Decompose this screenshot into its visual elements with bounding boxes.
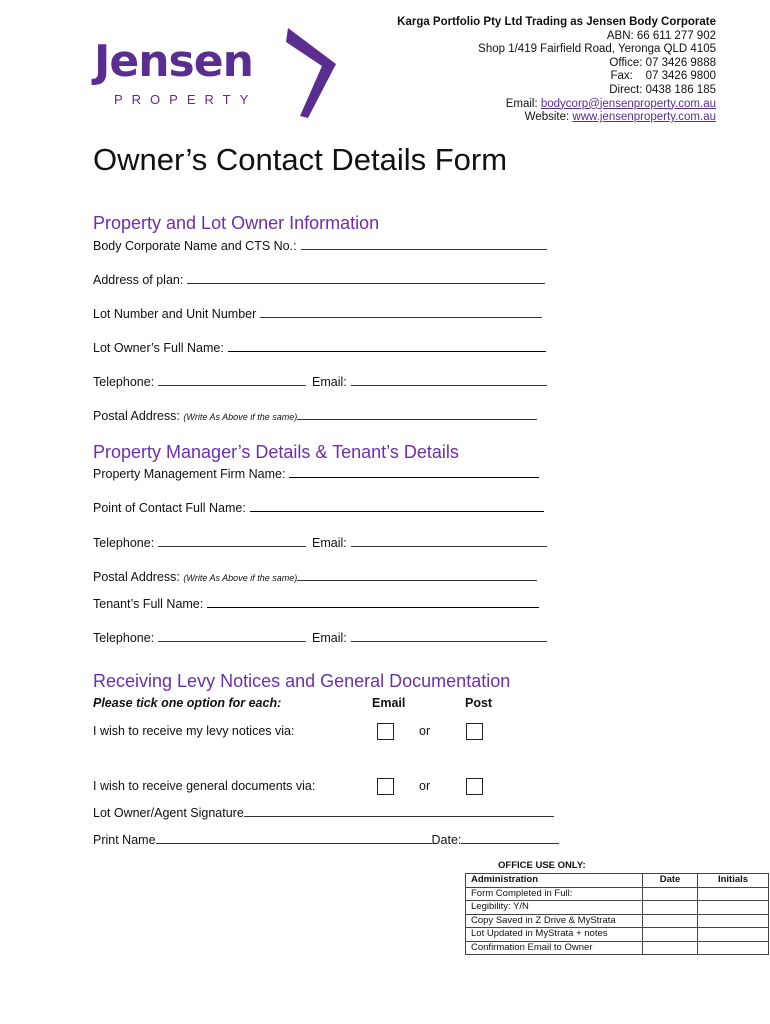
tenant-email-label: Email: (312, 631, 347, 645)
contact-name-label: Point of Contact Full Name: (93, 501, 246, 515)
logo-wordmark: Jensen (94, 36, 253, 87)
body-corp-line[interactable] (301, 248, 547, 250)
contact-name-line[interactable] (250, 510, 544, 512)
company-abn: ABN: 66 611 277 902 (606, 29, 716, 42)
owner-name-label: Lot Owner’s Full Name: (93, 341, 224, 355)
owner-postal-field[interactable] (93, 409, 537, 423)
docs-post-checkbox[interactable] (466, 778, 483, 795)
office-use-table (465, 873, 769, 955)
date-cell[interactable] (643, 901, 698, 915)
levy-instruction: Please tick one option for each: (93, 696, 282, 710)
date-cell[interactable] (643, 941, 698, 955)
tenant-email-line[interactable] (351, 640, 547, 642)
address-plan-label: Address of plan: (93, 273, 184, 287)
date-label: Date: (431, 833, 462, 847)
logo-subtitle: PROPERTY (114, 92, 258, 107)
address-plan-field[interactable] (93, 273, 545, 287)
firm-name-field[interactable] (93, 467, 539, 481)
owner-telephone-label: Telephone: (93, 375, 155, 389)
row-label: Lot Updated in MyStrata + notes (466, 928, 643, 942)
header-initials: Initials (698, 874, 769, 888)
address-plan-line[interactable] (187, 282, 545, 284)
print-name-line[interactable] (156, 842, 432, 844)
form-title: Owner’s Contact Details Form (93, 142, 508, 177)
tenant-telephone-line[interactable] (158, 640, 306, 642)
company-direct-phone: Direct: 0438 186 185 (609, 83, 716, 96)
initials-cell[interactable] (698, 928, 769, 942)
manager-telephone-field[interactable] (93, 536, 306, 550)
owner-telephone-field[interactable] (93, 375, 306, 389)
tenant-name-label: Tenant’s Full Name: (93, 597, 204, 611)
date-cell[interactable] (643, 928, 698, 942)
manager-telephone-line[interactable] (158, 545, 306, 547)
owner-postal-line[interactable] (297, 418, 537, 420)
tenant-email-field[interactable] (312, 631, 547, 645)
table-row (466, 941, 769, 955)
levy-or-text: or (419, 724, 431, 738)
owner-name-field[interactable] (93, 341, 546, 355)
logo-arrow-icon (286, 28, 342, 120)
table-row (466, 914, 769, 928)
date-cell[interactable] (643, 914, 698, 928)
docs-or-text: or (419, 779, 431, 793)
company-website-link[interactable]: www.jensenproperty.com.au (572, 111, 716, 124)
lot-number-line[interactable] (260, 316, 542, 318)
company-name: Karga Portfolio Pty Ltd Trading as Jensen Body Corporate (397, 16, 716, 28)
date-cell[interactable] (643, 887, 698, 901)
website-label: Website: (524, 111, 573, 124)
company-address: Shop 1/419 Fairfield Road, Yeronga QLD 4105 (478, 43, 716, 56)
row-label: Copy Saved in Z Drive & MyStrata (466, 914, 643, 928)
manager-email-line[interactable] (351, 545, 547, 547)
table-row (466, 887, 769, 901)
initials-cell[interactable] (698, 914, 769, 928)
header-administration: Administration (466, 874, 643, 888)
owner-email-field[interactable] (312, 375, 547, 389)
header-date: Date (643, 874, 698, 888)
email-label: Email: (505, 97, 541, 110)
body-corp-field[interactable] (93, 239, 547, 253)
company-email-link[interactable]: bodycorp@jensenproperty.com.au (540, 97, 716, 110)
manager-email-field[interactable] (312, 536, 547, 550)
levy-email-checkbox[interactable] (377, 723, 394, 740)
signature-label: Lot Owner/Agent Signature (93, 806, 244, 820)
section-owner-heading: Property and Lot Owner Information (93, 213, 380, 233)
section-levy-heading: Receiving Levy Notices and General Documentation (93, 671, 511, 691)
tenant-name-field[interactable] (93, 597, 539, 611)
initials-cell[interactable] (698, 941, 769, 955)
manager-postal-label: Postal Address: (93, 570, 180, 584)
levy-notices-label: I wish to receive my levy notices via: (93, 724, 295, 738)
general-docs-label: I wish to receive general documents via: (93, 779, 316, 793)
lot-number-field[interactable] (93, 307, 542, 321)
levy-post-checkbox[interactable] (466, 723, 483, 740)
manager-postal-note: (Write As Above if the same) (183, 573, 298, 583)
signature-field[interactable] (93, 806, 554, 820)
docs-email-checkbox[interactable] (377, 778, 394, 795)
manager-telephone-label: Telephone: (93, 536, 155, 550)
body-corp-label: Body Corporate Name and CTS No.: (93, 239, 297, 253)
print-name-field[interactable] (93, 833, 559, 847)
table-row (466, 901, 769, 915)
lot-number-label: Lot Number and Unit Number (93, 307, 257, 321)
owner-postal-note: (Write As Above if the same) (183, 412, 298, 422)
table-row (466, 928, 769, 942)
column-post-header: Post (465, 696, 493, 710)
print-name-label: Print Name (93, 833, 156, 847)
firm-name-label: Property Management Firm Name: (93, 467, 286, 481)
tenant-name-line[interactable] (207, 606, 539, 608)
column-email-header: Email (372, 696, 406, 710)
manager-email-label: Email: (312, 536, 347, 550)
owner-postal-label: Postal Address: (93, 409, 180, 423)
initials-cell[interactable] (698, 901, 769, 915)
owner-name-line[interactable] (228, 350, 546, 352)
initials-cell[interactable] (698, 887, 769, 901)
tenant-telephone-label: Telephone: (93, 631, 155, 645)
tenant-telephone-field[interactable] (93, 631, 306, 645)
row-label: Form Completed in Full: (466, 887, 643, 901)
signature-line[interactable] (244, 815, 554, 817)
company-website-row (397, 111, 716, 125)
table-row (466, 874, 769, 888)
office-use-title: OFFICE USE ONLY: (498, 860, 586, 871)
owner-telephone-line[interactable] (158, 384, 306, 386)
manager-postal-field[interactable] (93, 570, 537, 584)
section-manager-heading: Property Manager’s Details & Tenant’s Details (93, 442, 459, 462)
company-header (397, 16, 716, 125)
row-label: Confirmation Email to Owner (466, 941, 643, 955)
manager-postal-line[interactable] (297, 579, 537, 581)
owner-email-label: Email: (312, 375, 347, 389)
company-fax: Fax: 07 3426 9800 (610, 70, 716, 83)
date-line[interactable] (461, 842, 559, 844)
firm-name-line[interactable] (289, 476, 539, 478)
company-office-phone: Office: 07 3426 9888 (609, 56, 716, 69)
contact-name-field[interactable] (93, 501, 544, 515)
row-label: Legibility: Y/N (466, 901, 643, 915)
company-email-row (397, 98, 716, 112)
owner-email-line[interactable] (351, 384, 547, 386)
